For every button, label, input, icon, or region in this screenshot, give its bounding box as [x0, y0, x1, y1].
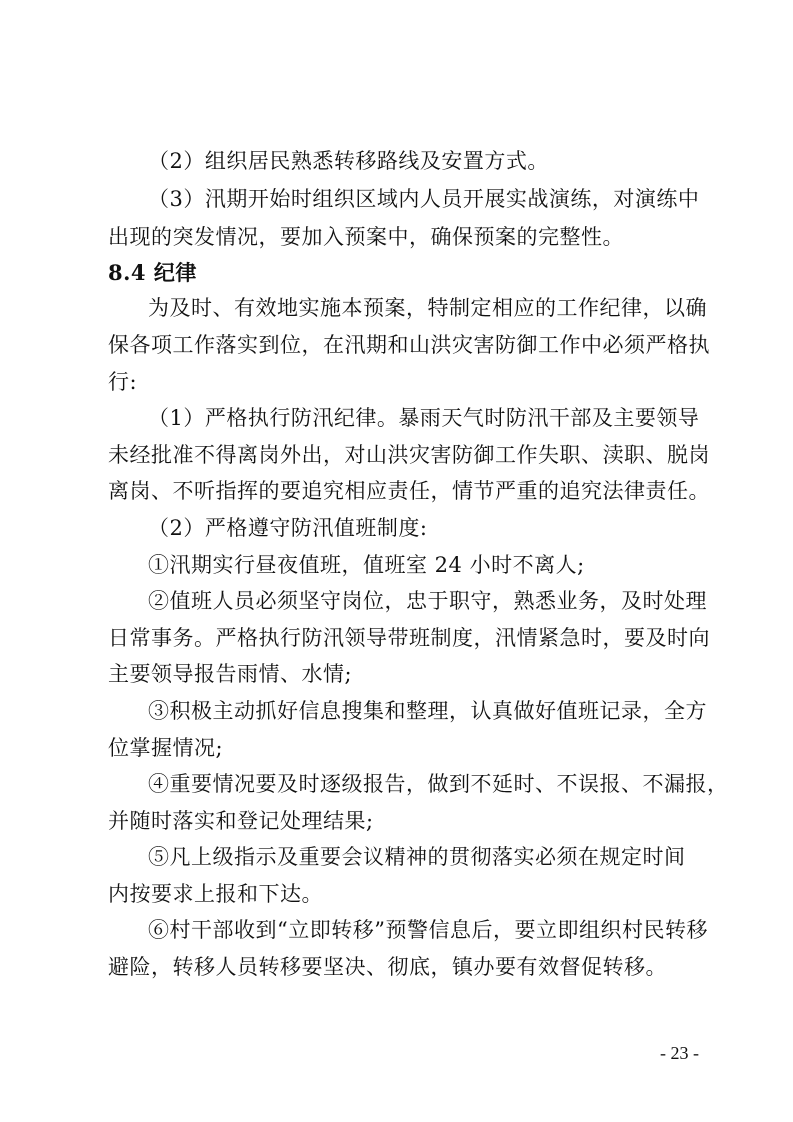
paragraph-line: （2）严格遵守防汛值班制度: — [148, 516, 428, 540]
paragraph-line: 出现的突发情况，要加入预案中，确保预案的完整性。 — [108, 225, 624, 249]
paragraph-line: 位掌握情况; — [108, 736, 224, 760]
paragraph-line: 离岗、不听指挥的要追究相应责任，情节严重的追究法律责任。 — [108, 479, 710, 503]
paragraph-line: 避险，转移人员转移要坚决、彻底，镇办要有效督促转移。 — [108, 955, 667, 979]
list-item: ⑥村干部收到“立即转移”预警信息后，要立即组织村民转移 — [148, 918, 708, 942]
list-item: ②值班人员必须坚守岗位，忠于职守，熟悉业务，及时处理 — [148, 589, 707, 613]
paragraph-line: 主要领导报告雨情、水情; — [108, 662, 353, 686]
paragraph-line: （3）汛期开始时组织区域内人员开展实战演练，对演练中 — [148, 187, 700, 211]
paragraph-line: 为及时、有效地实施本预案，特制定相应的工作纪律，以确 — [148, 296, 707, 320]
section-heading: 8.4 纪律 — [108, 260, 197, 285]
paragraph-line: 日常事务。严格执行防汛领导带班制度，汛情紧急时，要及时向 — [108, 626, 710, 650]
paragraph-line: 未经批准不得离岗外出，对山洪灾害防御工作失职、渎职、脱岗 — [108, 443, 710, 467]
list-item: ④重要情况要及时逐级报告，做到不延时、不误报、不漏报， — [148, 772, 729, 796]
paragraph-line: （1）严格执行防汛纪律。暴雨天气时防汛干部及主要领导 — [148, 406, 700, 430]
paragraph-line: 行: — [108, 370, 138, 394]
paragraph-line: 并随时落实和登记处理结果; — [108, 809, 374, 833]
list-item: ③积极主动抓好信息搜集和整理，认真做好值班记录，全方 — [148, 699, 707, 723]
page-number: - 23 - — [660, 1043, 699, 1063]
paragraph-line: 保各项工作落实到位，在汛期和山洪灾害防御工作中必须严格执 — [108, 333, 710, 357]
paragraph-line: （2）组织居民熟悉转移路线及安置方式。 — [148, 149, 549, 173]
list-item: ①汛期实行昼夜值班，值班室 24 小时不离人; — [148, 553, 585, 577]
list-item: ⑤凡上级指示及重要会议精神的贯彻落实必须在规定时间 — [148, 845, 686, 869]
paragraph-line: 内按要求上报和下达。 — [108, 882, 323, 906]
